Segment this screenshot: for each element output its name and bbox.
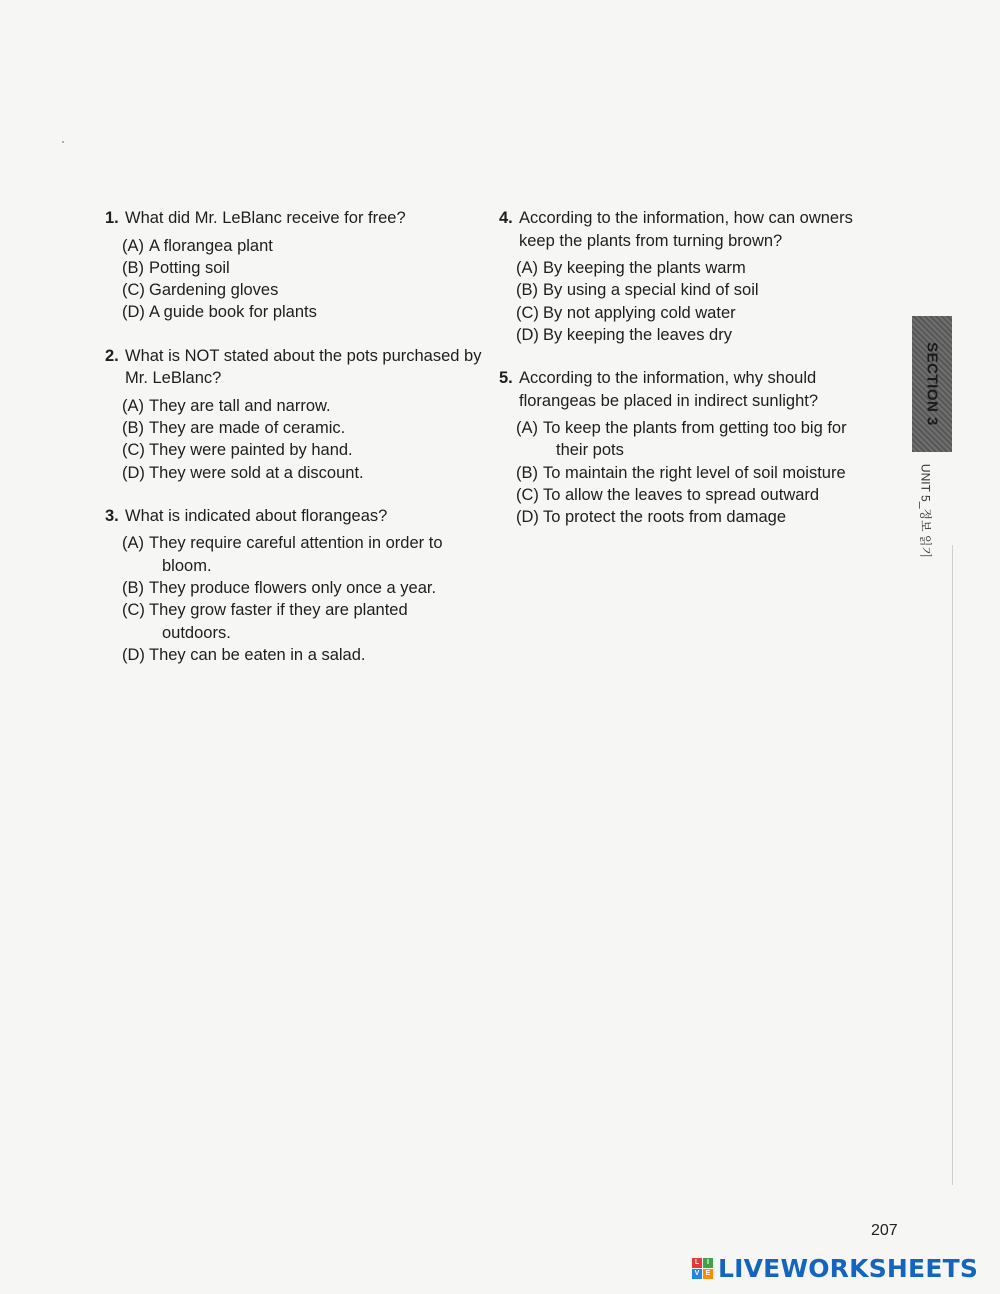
option-text (149, 577, 485, 599)
option-letter: (A) (516, 259, 538, 277)
option-letter: (A) (122, 534, 144, 553)
question-2 (105, 345, 485, 484)
option-text (149, 235, 485, 257)
option-letter: (C) (122, 601, 145, 620)
option-text (149, 257, 485, 279)
option-text-continuation: their pots (556, 441, 624, 460)
option-letter: (B) (122, 578, 144, 597)
option-text (543, 417, 879, 462)
liveworksheets-brand[interactable] (692, 1254, 978, 1283)
liveworksheets-logo-icon (692, 1258, 713, 1279)
question-stem (105, 345, 485, 390)
option-letter: (C) (516, 303, 539, 322)
option-text-line: They grow faster if they are planted (149, 601, 408, 620)
question-number: 4. (499, 209, 513, 227)
answer-option[interactable] (516, 302, 879, 324)
option-text (543, 257, 879, 279)
option-letter: (B) (122, 418, 144, 437)
logo-tile: E (703, 1269, 713, 1279)
unit-label-text: UNIT 5_정보 읽기 (918, 463, 933, 559)
option-text-line: They were painted by hand. (149, 441, 353, 460)
edge-line (952, 545, 953, 1185)
option-text-line: They produce flowers only once a year. (149, 578, 437, 597)
question-stem (499, 207, 879, 252)
question-stem (499, 367, 879, 412)
logo-tile: L (692, 1258, 702, 1268)
question-stem (105, 505, 485, 528)
option-text-line: To maintain the right level of soil moisture (543, 463, 846, 482)
question-number: 3. (105, 506, 119, 525)
question-4 (499, 207, 879, 346)
option-text-continuation: outdoors. (162, 623, 231, 642)
option-letter: (D) (122, 463, 145, 482)
answer-options (516, 257, 879, 346)
option-text (149, 301, 485, 323)
option-letter: (C) (516, 486, 539, 505)
question-3 (105, 505, 485, 666)
question-number: 1. (105, 209, 119, 227)
option-text-continuation: bloom. (162, 556, 212, 575)
question-text: What did Mr. LeBlanc receive for free? (125, 209, 406, 227)
answer-option[interactable] (516, 506, 879, 528)
option-text-line: They were sold at a discount. (149, 463, 364, 482)
page-number: 207 (871, 1222, 898, 1239)
unit-label (906, 456, 946, 566)
option-text (543, 302, 879, 324)
answer-option[interactable] (516, 462, 879, 484)
option-text-line: They require careful attention in order to (149, 534, 443, 553)
left-column (105, 207, 485, 687)
option-text-line: Potting soil (149, 258, 230, 277)
option-text (543, 484, 879, 506)
option-text-line: They are tall and narrow. (149, 396, 331, 415)
option-text (149, 439, 485, 461)
right-column (499, 207, 879, 550)
section-tab-label: SECTION 3 (923, 342, 941, 426)
option-text (149, 532, 485, 577)
option-letter: (C) (122, 441, 145, 460)
option-text (543, 279, 879, 301)
brand-name: LIVEWORKSHEETS (718, 1254, 979, 1283)
scan-speck (62, 141, 64, 143)
answer-options (122, 532, 485, 666)
answer-option[interactable] (516, 484, 879, 506)
option-text (149, 279, 485, 301)
question-5 (499, 367, 879, 528)
option-text-line: By keeping the plants warm (543, 259, 746, 277)
answer-option[interactable] (122, 644, 485, 666)
option-letter: (C) (122, 281, 145, 300)
option-letter: (D) (516, 325, 539, 344)
option-text-line: To allow the leaves to spread outward (543, 486, 820, 505)
logo-tile: I (703, 1258, 713, 1268)
question-stem (105, 207, 485, 230)
option-text (543, 324, 879, 346)
answer-option[interactable] (122, 417, 485, 439)
option-text (149, 599, 485, 644)
option-letter: (A) (122, 396, 144, 415)
option-letter: (B) (122, 258, 144, 277)
answer-option[interactable] (122, 532, 485, 577)
answer-option[interactable] (122, 439, 485, 461)
option-text (149, 462, 485, 484)
option-text-line: By not applying cold water (543, 303, 736, 322)
option-text-line: To protect the roots from damage (543, 508, 787, 527)
answer-option[interactable] (122, 257, 485, 279)
question-1 (105, 207, 485, 324)
option-letter: (D) (122, 645, 145, 664)
option-text (543, 506, 879, 528)
logo-tile: V (692, 1269, 702, 1279)
question-text: According to the information, why should florangeas be placed in indirect sunlight? (519, 369, 819, 410)
option-text-line: By keeping the leaves dry (543, 325, 732, 344)
answer-option[interactable] (122, 395, 485, 417)
section-tab (912, 316, 952, 452)
option-text-line: They are made of ceramic. (149, 418, 346, 437)
question-text: What is indicated about florangeas? (125, 506, 388, 525)
option-text-line: They can be eaten in a salad. (149, 645, 366, 664)
question-text: According to the information, how can owners keep the plants from turning brown? (519, 209, 853, 250)
answer-option[interactable] (122, 462, 485, 484)
option-text (149, 644, 485, 666)
answer-option[interactable] (122, 279, 485, 301)
answer-option[interactable] (516, 279, 879, 301)
option-letter: (B) (516, 463, 538, 482)
answer-options (122, 395, 485, 484)
option-letter: (A) (122, 236, 144, 255)
option-text-line: By using a special kind of soil (543, 281, 759, 300)
option-text-line: A florangea plant (149, 236, 273, 255)
option-text (543, 462, 879, 484)
question-number: 5. (499, 369, 513, 388)
option-text (149, 417, 485, 439)
option-letter: (B) (516, 281, 538, 300)
answer-options (516, 417, 879, 528)
option-letter: (A) (516, 419, 538, 438)
option-letter: (D) (516, 508, 539, 527)
answer-option[interactable] (122, 301, 485, 323)
question-text: What is NOT stated about the pots purchased by Mr. LeBlanc? (125, 346, 482, 388)
answer-option[interactable] (122, 599, 485, 644)
answer-option[interactable] (516, 324, 879, 346)
option-text-line: A guide book for plants (149, 303, 317, 322)
option-text-line: To keep the plants from getting too big for (543, 419, 847, 438)
option-text (149, 395, 485, 417)
question-number: 2. (105, 346, 119, 365)
option-text-line: Gardening gloves (149, 281, 279, 300)
answer-option[interactable] (516, 417, 879, 462)
answer-option[interactable] (516, 257, 879, 279)
answer-option[interactable] (122, 577, 485, 599)
answer-option[interactable] (122, 235, 485, 257)
answer-options (122, 235, 485, 324)
option-letter: (D) (122, 303, 145, 322)
